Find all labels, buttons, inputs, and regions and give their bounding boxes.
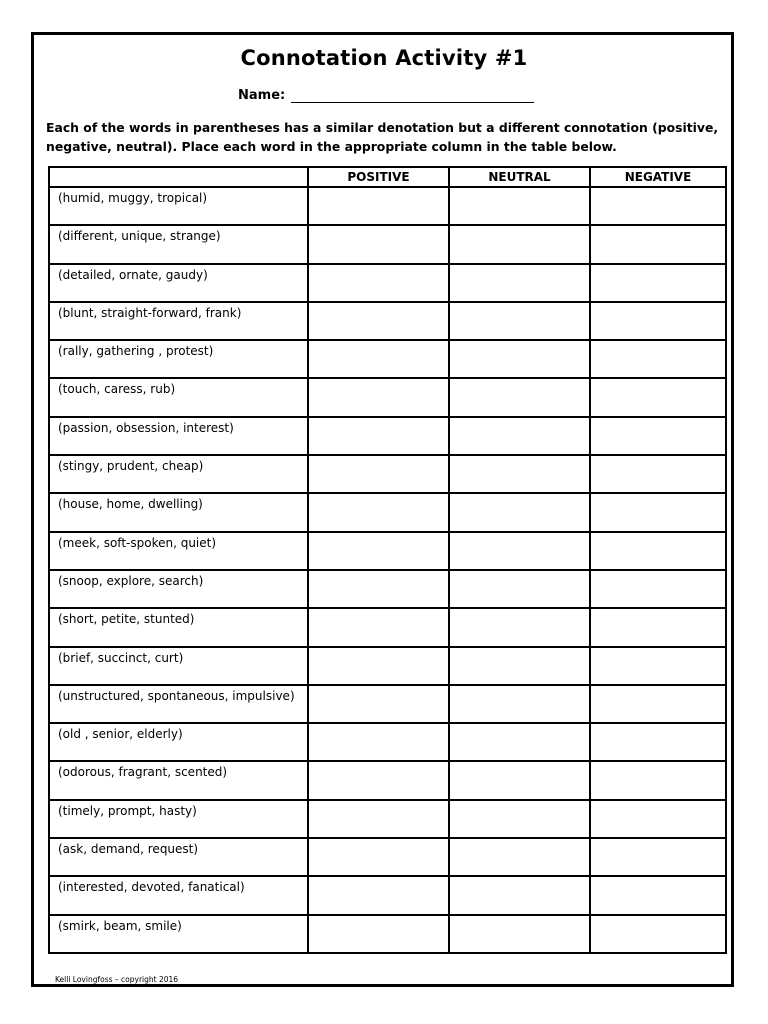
positive-answer-cell[interactable] <box>308 608 449 646</box>
positive-answer-cell[interactable] <box>308 378 449 416</box>
negative-answer-cell[interactable] <box>590 838 726 876</box>
positive-answer-cell[interactable] <box>308 302 449 340</box>
negative-answer-cell[interactable] <box>590 225 726 263</box>
negative-answer-cell[interactable] <box>590 378 726 416</box>
neutral-answer-cell[interactable] <box>449 264 590 302</box>
negative-answer-cell[interactable] <box>590 685 726 723</box>
positive-answer-cell[interactable] <box>308 915 449 953</box>
word-group-cell: (rally, gathering , protest) <box>49 340 308 378</box>
table-header-row <box>49 167 726 187</box>
neutral-answer-cell[interactable] <box>449 915 590 953</box>
word-group-cell: (timely, prompt, hasty) <box>49 800 308 838</box>
table-row <box>49 417 726 455</box>
neutral-answer-cell[interactable] <box>449 876 590 914</box>
word-group-cell: (passion, obsession, interest) <box>49 417 308 455</box>
negative-answer-cell[interactable] <box>590 417 726 455</box>
negative-answer-cell[interactable] <box>590 187 726 225</box>
word-group-cell: (unstructured, spontaneous, impulsive) <box>49 685 308 723</box>
positive-answer-cell[interactable] <box>308 761 449 799</box>
table-row <box>49 838 726 876</box>
word-group-cell: (humid, muggy, tropical) <box>49 187 308 225</box>
neutral-answer-cell[interactable] <box>449 800 590 838</box>
positive-answer-cell[interactable] <box>308 838 449 876</box>
table-row <box>49 647 726 685</box>
word-group-cell: (brief, succinct, curt) <box>49 647 308 685</box>
word-group-cell: (short, petite, stunted) <box>49 608 308 646</box>
name-blank-line[interactable] <box>291 88 534 103</box>
table-row <box>49 532 726 570</box>
word-group-cell: (different, unique, strange) <box>49 225 308 263</box>
table-row <box>49 340 726 378</box>
negative-answer-cell[interactable] <box>590 761 726 799</box>
negative-answer-cell[interactable] <box>590 723 726 761</box>
positive-answer-cell[interactable] <box>308 532 449 570</box>
neutral-answer-cell[interactable] <box>449 493 590 531</box>
word-group-cell: (detailed, ornate, gaudy) <box>49 264 308 302</box>
worksheet-title: Connotation Activity #1 <box>240 46 528 70</box>
positive-answer-cell[interactable] <box>308 723 449 761</box>
neutral-answer-cell[interactable] <box>449 302 590 340</box>
word-group-cell: (ask, demand, request) <box>49 838 308 876</box>
table-row <box>49 608 726 646</box>
table-row <box>49 225 726 263</box>
positive-answer-cell[interactable] <box>308 417 449 455</box>
negative-answer-cell[interactable] <box>590 608 726 646</box>
table-row <box>49 187 726 225</box>
table-row <box>49 685 726 723</box>
neutral-answer-cell[interactable] <box>449 532 590 570</box>
positive-answer-cell[interactable] <box>308 340 449 378</box>
negative-answer-cell[interactable] <box>590 876 726 914</box>
table-row <box>49 876 726 914</box>
positive-answer-cell[interactable] <box>308 493 449 531</box>
header-words <box>49 167 308 187</box>
word-group-cell: (house, home, dwelling) <box>49 493 308 531</box>
table-row <box>49 378 726 416</box>
neutral-answer-cell[interactable] <box>449 225 590 263</box>
positive-answer-cell[interactable] <box>308 570 449 608</box>
neutral-answer-cell[interactable] <box>449 455 590 493</box>
table-row <box>49 264 726 302</box>
name-field <box>238 88 534 103</box>
neutral-answer-cell[interactable] <box>449 340 590 378</box>
copyright-footer: Kelli Lovingfoss – copyright 2016 <box>55 975 179 984</box>
negative-answer-cell[interactable] <box>590 302 726 340</box>
connotation-table <box>48 166 727 954</box>
negative-answer-cell[interactable] <box>590 455 726 493</box>
instructions: Each of the words in parentheses has a similar denotation but a different connotation (positive, negative, neutral). Place each word in the appropriate column in the table below. <box>46 120 719 154</box>
neutral-answer-cell[interactable] <box>449 647 590 685</box>
table-row <box>49 761 726 799</box>
negative-answer-cell[interactable] <box>590 340 726 378</box>
positive-answer-cell[interactable] <box>308 876 449 914</box>
word-group-cell: (old , senior, elderly) <box>49 723 308 761</box>
word-group-cell: (meek, soft-spoken, quiet) <box>49 532 308 570</box>
word-group-cell: (smirk, beam, smile) <box>49 915 308 953</box>
table-row <box>49 800 726 838</box>
negative-answer-cell[interactable] <box>590 264 726 302</box>
neutral-answer-cell[interactable] <box>449 761 590 799</box>
table-row <box>49 302 726 340</box>
negative-answer-cell[interactable] <box>590 647 726 685</box>
table-row <box>49 570 726 608</box>
negative-answer-cell[interactable] <box>590 532 726 570</box>
table-row <box>49 915 726 953</box>
word-group-cell: (odorous, fragrant, scented) <box>49 761 308 799</box>
table-row <box>49 493 726 531</box>
header-neutral: NEUTRAL <box>449 167 590 187</box>
word-group-cell: (stingy, prudent, cheap) <box>49 455 308 493</box>
neutral-answer-cell[interactable] <box>449 838 590 876</box>
name-label: Name: <box>238 88 286 103</box>
word-group-cell: (interested, devoted, fanatical) <box>49 876 308 914</box>
positive-answer-cell[interactable] <box>308 225 449 263</box>
table-row <box>49 723 726 761</box>
neutral-answer-cell[interactable] <box>449 378 590 416</box>
positive-answer-cell[interactable] <box>308 685 449 723</box>
negative-answer-cell[interactable] <box>590 570 726 608</box>
table-row <box>49 455 726 493</box>
positive-answer-cell[interactable] <box>308 800 449 838</box>
word-group-cell: (snoop, explore, search) <box>49 570 308 608</box>
word-group-cell: (touch, caress, rub) <box>49 378 308 416</box>
neutral-answer-cell[interactable] <box>449 570 590 608</box>
positive-answer-cell[interactable] <box>308 455 449 493</box>
neutral-answer-cell[interactable] <box>449 187 590 225</box>
positive-answer-cell[interactable] <box>308 187 449 225</box>
neutral-answer-cell[interactable] <box>449 685 590 723</box>
neutral-answer-cell[interactable] <box>449 723 590 761</box>
header-negative: NEGATIVE <box>590 167 726 187</box>
neutral-answer-cell[interactable] <box>449 608 590 646</box>
negative-answer-cell[interactable] <box>590 800 726 838</box>
positive-answer-cell[interactable] <box>308 647 449 685</box>
header-positive: POSITIVE <box>308 167 449 187</box>
negative-answer-cell[interactable] <box>590 493 726 531</box>
neutral-answer-cell[interactable] <box>449 417 590 455</box>
word-group-cell: (blunt, straight-forward, frank) <box>49 302 308 340</box>
negative-answer-cell[interactable] <box>590 915 726 953</box>
positive-answer-cell[interactable] <box>308 264 449 302</box>
